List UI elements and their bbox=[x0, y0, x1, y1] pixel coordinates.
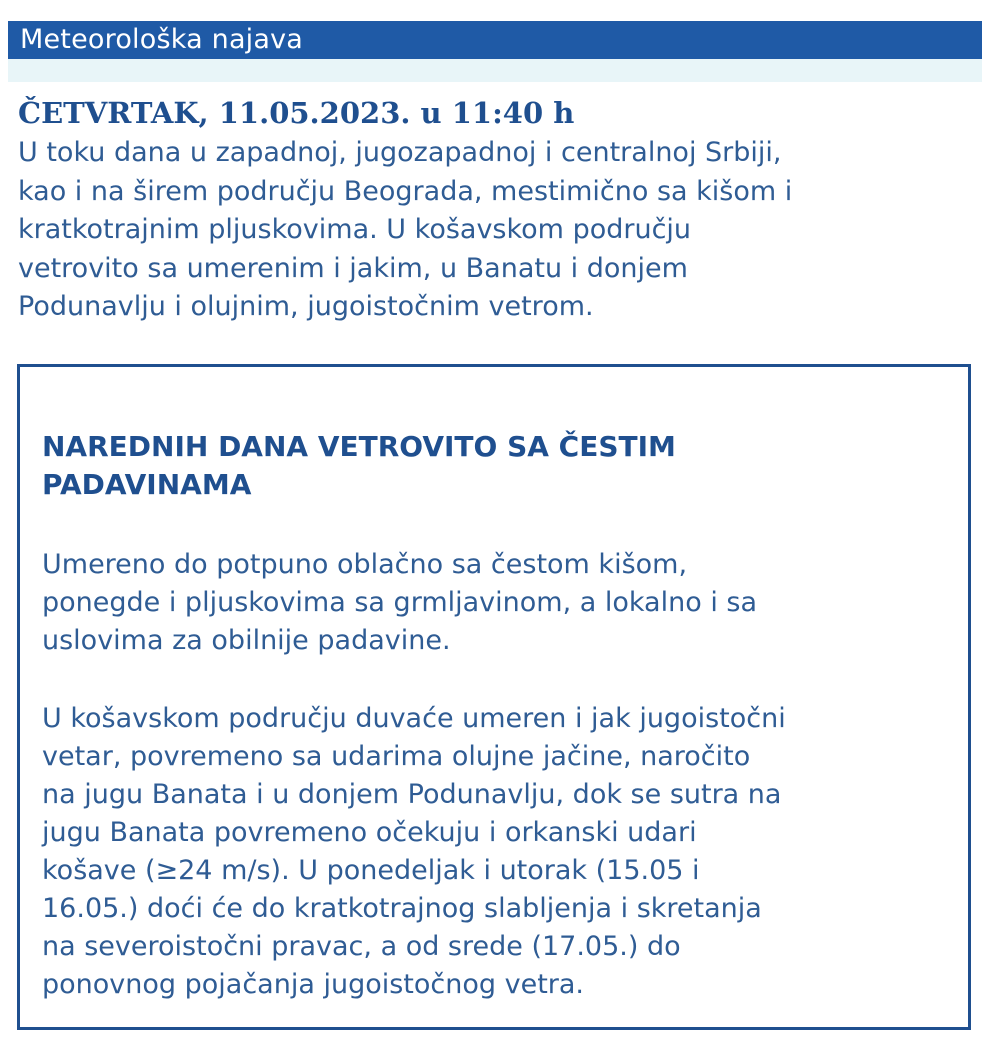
today-line: Podunavlju i olujnim, jugoistočnim vetrom. bbox=[18, 291, 594, 322]
paragraph-line: uslovima za obilnije padavine. bbox=[42, 625, 451, 656]
paragraph-line: ponovnog pojačanja jugoistočnog vetra. bbox=[42, 969, 585, 1000]
outlook-title-line: PADAVINAMA bbox=[42, 468, 252, 501]
today-line: vetrovito sa umerenim i jakim, u Banatu i donjem bbox=[18, 252, 688, 284]
paragraph-line: vetar, povremeno sa udarima olujne jačine, naročito bbox=[42, 741, 751, 772]
paragraph-line: na severoistočni pravac, a od srede (17.05.) do bbox=[42, 931, 681, 962]
paragraph-line: ponegde i pljuskovima sa grmljavinom, a lokalno i sa bbox=[42, 587, 758, 618]
outlook-title-line: NAREDNIH DANA VETROVITO SA ČESTIM bbox=[42, 430, 676, 463]
paragraph-line: košave (≥24 m/s). U ponedeljak i utorak (15.05 i bbox=[42, 855, 700, 886]
section-header-title: Meteorološka najava bbox=[20, 24, 304, 55]
section-header bbox=[8, 21, 982, 59]
paragraph-line: na jugu Banata i u donjem Podunavlju, dok se sutra na bbox=[42, 779, 782, 810]
today-line: U toku dana u zapadnoj, jugozapadnoj i centralnoj Srbiji, bbox=[18, 137, 782, 168]
header-shade bbox=[8, 59, 982, 82]
paragraph-line: Umereno do potpuno oblačno sa čestom kišom, bbox=[42, 549, 688, 580]
outlook-title bbox=[42, 428, 676, 504]
today-line: kratkotrajnim pljuskovima. U košavskom području bbox=[18, 214, 692, 245]
outlook-paragraph-2 bbox=[42, 700, 786, 1004]
paragraph-line: 16.05.) doći će do kratkotrajnog slabljenja i skretanja bbox=[42, 893, 762, 924]
paragraph-line: jugu Banata povremeno očekuju i orkanski udari bbox=[42, 817, 697, 848]
outlook-paragraph-1 bbox=[42, 546, 757, 660]
forecast-date-heading: ČETVRTAK, 11.05.2023. u 11:40 h bbox=[18, 96, 575, 130]
today-forecast-text bbox=[18, 134, 978, 327]
today-line: kao i na širem području Beograda, mestimično sa kišom i bbox=[18, 175, 793, 207]
paragraph-line: U košavskom području duvaće umeren i jak jugoistočni bbox=[42, 703, 786, 734]
